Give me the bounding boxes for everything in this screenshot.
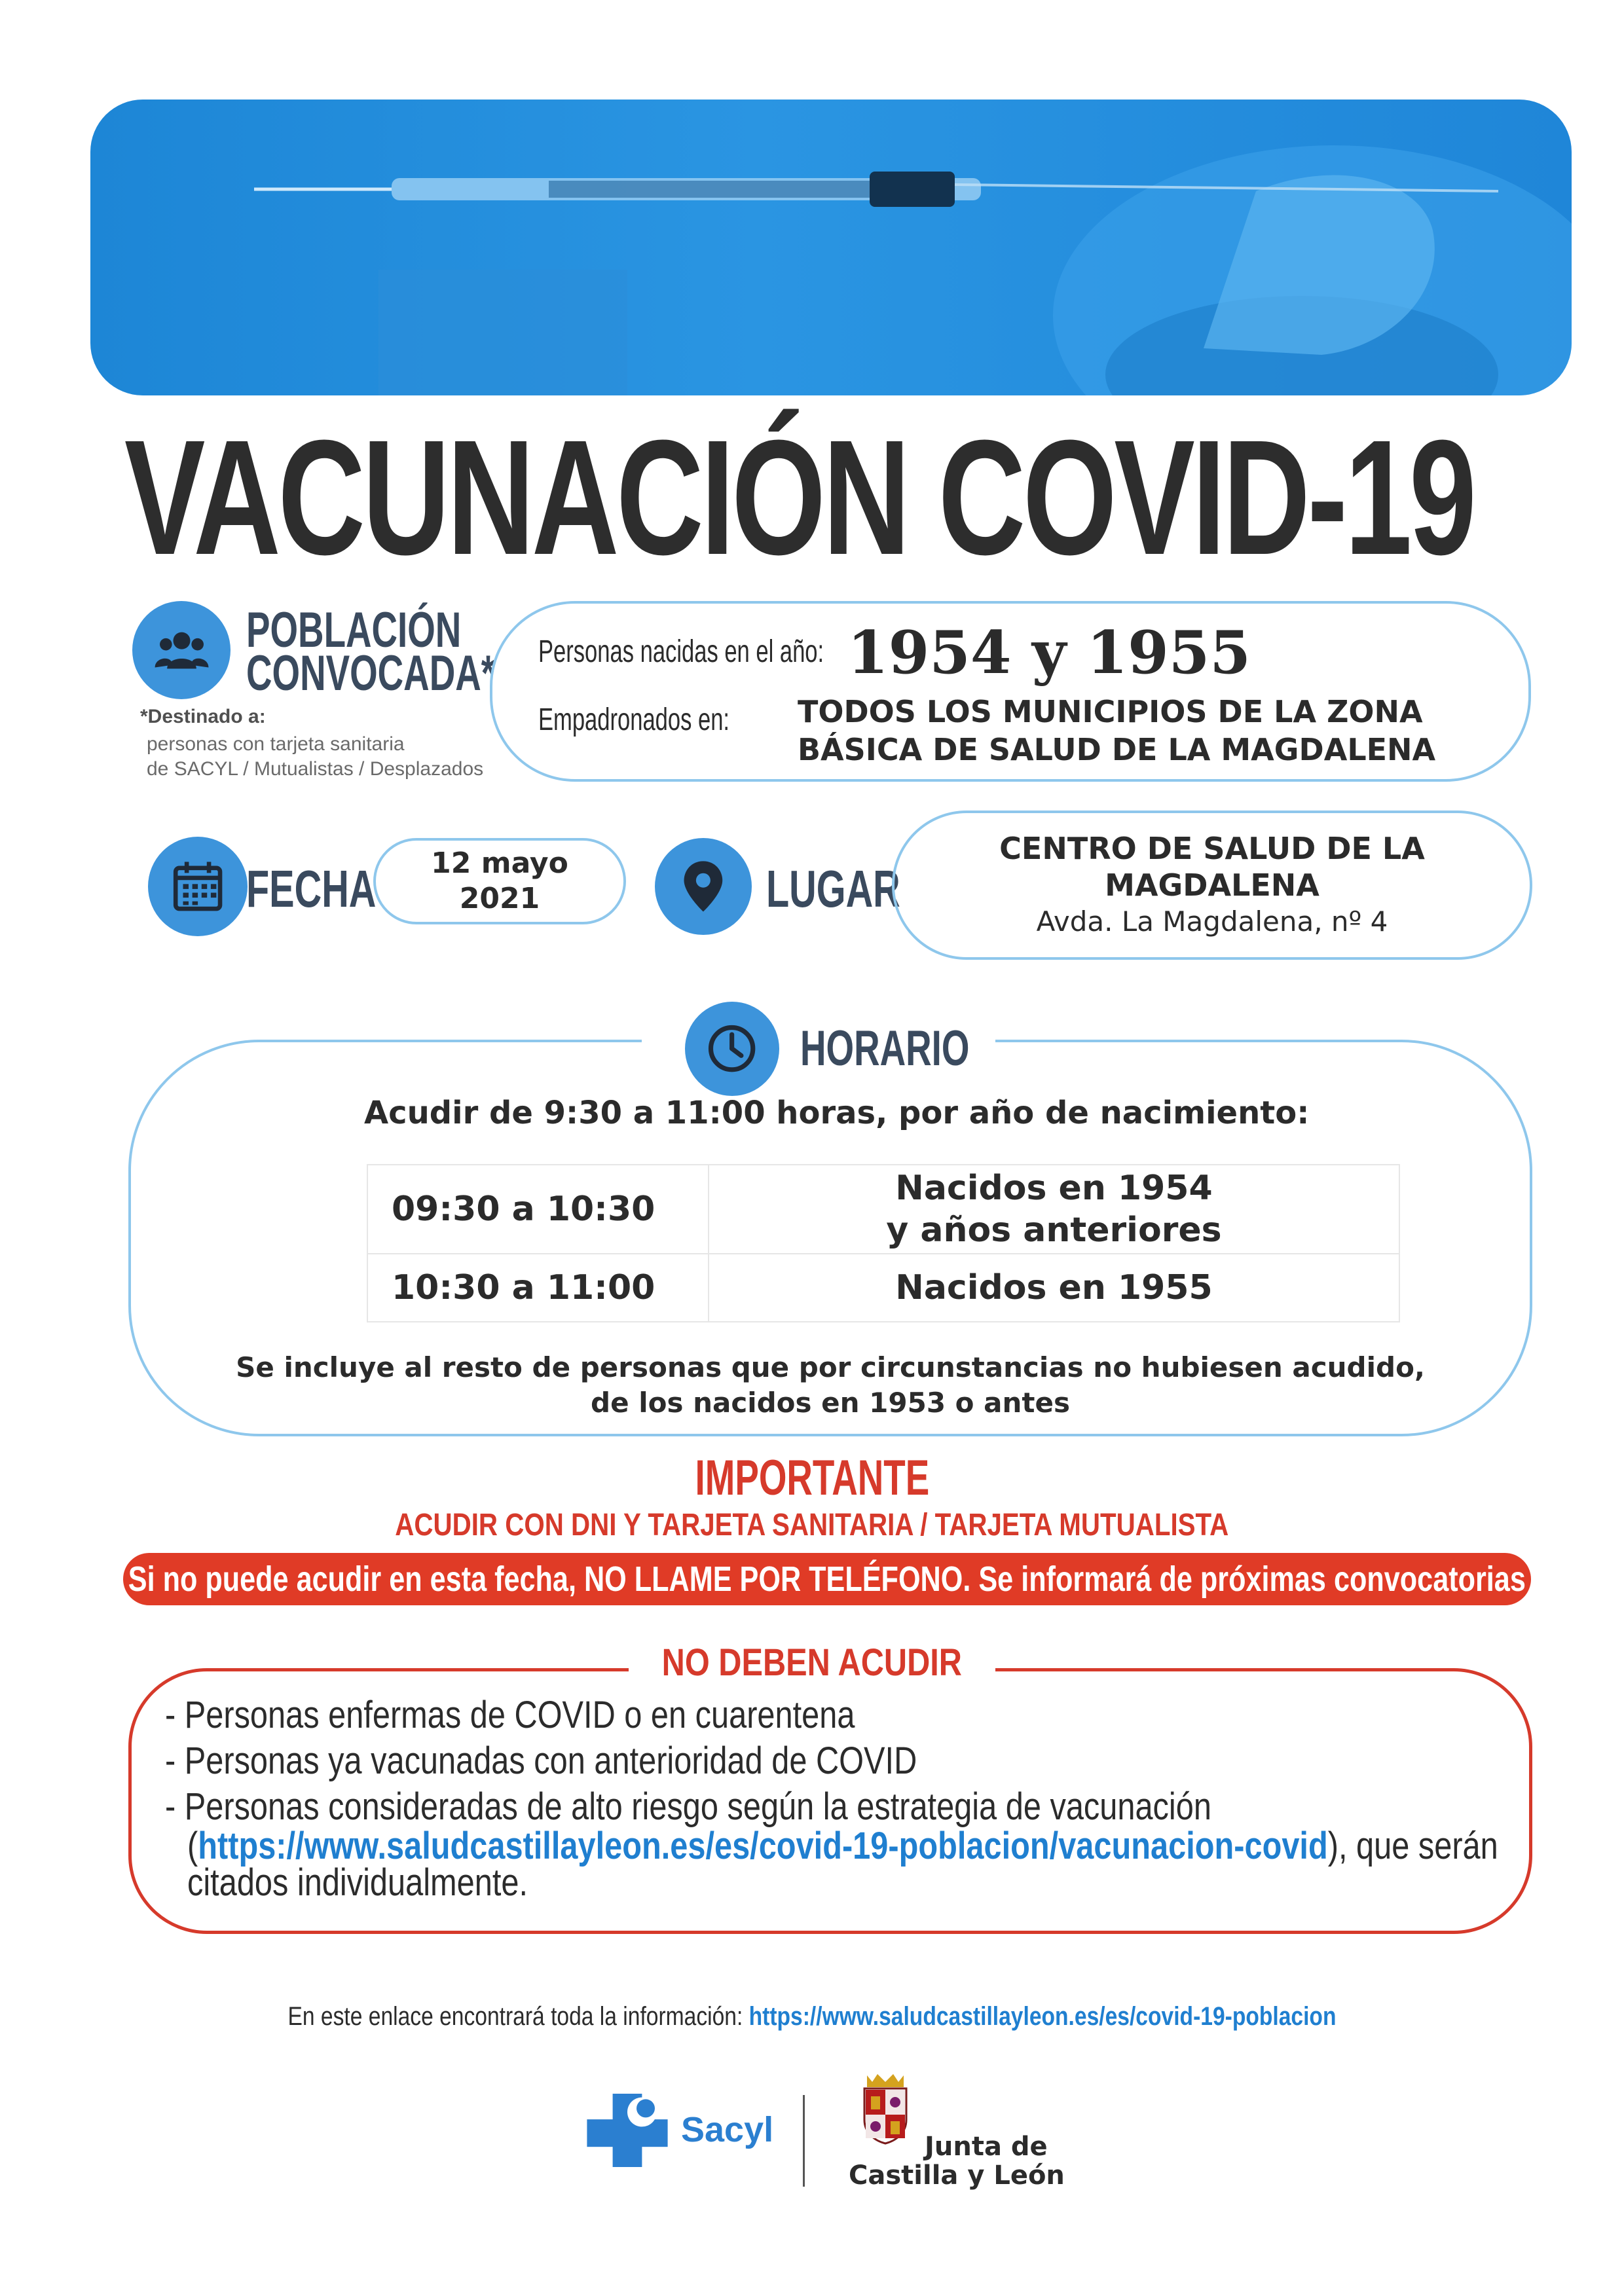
page-title: VACUNACIÓN COVID-19	[124, 406, 1474, 589]
sacyl-logo-text: Sacyl	[681, 2110, 774, 2149]
horario-label: HORARIO	[800, 1021, 970, 1076]
poblacion-note-line2: de SACYL / Mutualistas / Desplazados	[147, 758, 484, 780]
coat-of-arms-icon	[859, 2073, 912, 2145]
registered-line1: TODOS LOS MUNICIPIOS DE LA ZONA	[798, 694, 1423, 729]
syringe-illustration	[90, 100, 1572, 395]
footer-info	[0, 2002, 1624, 2032]
no-deben-title: NO DEBEN ACUDIR	[661, 1641, 963, 1684]
vacunacion-link[interactable]: https://www.saludcastillayleon.es/es/covid-19-poblacion/vacunacion-covid	[198, 1825, 1328, 1867]
warning-bar	[123, 1553, 1531, 1605]
horario-table	[367, 1164, 1400, 1322]
lugar-label: LUGAR	[766, 860, 900, 918]
warning-bar-text: Si no puede acudir en esta fecha, NO LLAME POR TELÉFONO. Se informará de próximas convocatorias	[128, 1559, 1526, 1599]
importante-subtitle: ACUDIR CON DNI Y TARJETA SANITARIA / TARJETA MUTUALISTA	[395, 1508, 1229, 1542]
desc-line2: y años anteriores	[886, 1211, 1222, 1250]
poblacion-note-line1: personas con tarjeta sanitaria	[147, 733, 405, 755]
no-deben-item-3-line3: citados individualmente.	[187, 1861, 528, 1904]
no-deben-item-2: - Personas ya vacunadas con anterioridad de COVID	[165, 1740, 917, 1782]
time-cell: 10:30 a 11:00	[367, 1254, 709, 1322]
junta-line1: Junta de	[925, 2132, 1048, 2162]
sacyl-cross-icon	[581, 2085, 673, 2176]
fecha-line1: 12 mayo	[431, 847, 568, 880]
fecha-label: FECHA	[246, 860, 377, 918]
poblacion-label-2: CONVOCADA*	[246, 646, 496, 701]
desc-line1: Nacidos en 1954	[895, 1169, 1213, 1208]
footer-link[interactable]: https://www.saludcastillayleon.es/es/covid-19-poblacion	[748, 2002, 1337, 2031]
item3-open: (	[187, 1825, 198, 1867]
item3-after: ), que serán	[1327, 1825, 1498, 1867]
registered-line2: BÁSICA DE SALUD DE LA MAGDALENA	[798, 732, 1436, 767]
table-row	[367, 1165, 1399, 1254]
no-deben-item-3: - Personas consideradas de alto riesgo según la estrategia de vacunación	[165, 1785, 1211, 1828]
lugar-line2: MAGDALENA	[1105, 867, 1320, 903]
no-deben-title-wrap	[629, 1641, 995, 1685]
born-label: Personas nacidas en el año:	[538, 634, 824, 669]
born-value: 1954 y 1955	[847, 618, 1251, 687]
importante-title-wrap	[0, 1449, 1624, 1506]
calendar-icon	[148, 837, 248, 936]
desc-cell	[709, 1165, 1399, 1254]
importante-title: IMPORTANTE	[695, 1450, 929, 1506]
importante-subtitle-wrap	[0, 1507, 1624, 1543]
no-deben-item-1: - Personas enfermas de COVID o en cuarentena	[165, 1694, 855, 1736]
logo-divider	[803, 2095, 805, 2187]
lugar-address: Avda. La Magdalena, nº 4	[1036, 905, 1388, 938]
hero-vaccine-image	[90, 100, 1572, 395]
table-row	[367, 1254, 1399, 1322]
location-pin-icon	[655, 838, 752, 935]
clock-icon	[685, 1002, 779, 1096]
horario-note-line1: Se incluye al resto de personas que por circunstancias no hubiesen acudido,	[236, 1351, 1425, 1383]
horario-note-line2: de los nacidos en 1953 o antes	[591, 1387, 1070, 1419]
poblacion-label-1: POBLACIÓN	[246, 602, 462, 658]
fecha-box	[373, 838, 626, 924]
lugar-line1: CENTRO DE SALUD DE LA	[999, 831, 1425, 866]
poblacion-note-title: *Destinado a:	[140, 706, 266, 727]
registered-label: Empadronados en:	[538, 702, 730, 737]
junta-line2: Castilla y León	[849, 2160, 1065, 2191]
desc-cell: Nacidos en 1955	[709, 1254, 1399, 1322]
footer-text: En este enlace encontrará toda la información:	[287, 2002, 749, 2031]
lugar-box	[892, 811, 1532, 960]
horario-intro: Acudir de 9:30 a 11:00 horas, por año de nacimiento:	[364, 1095, 1310, 1131]
fecha-line2: 2021	[459, 882, 540, 915]
people-icon	[132, 601, 231, 699]
time-cell: 09:30 a 10:30	[367, 1165, 709, 1254]
